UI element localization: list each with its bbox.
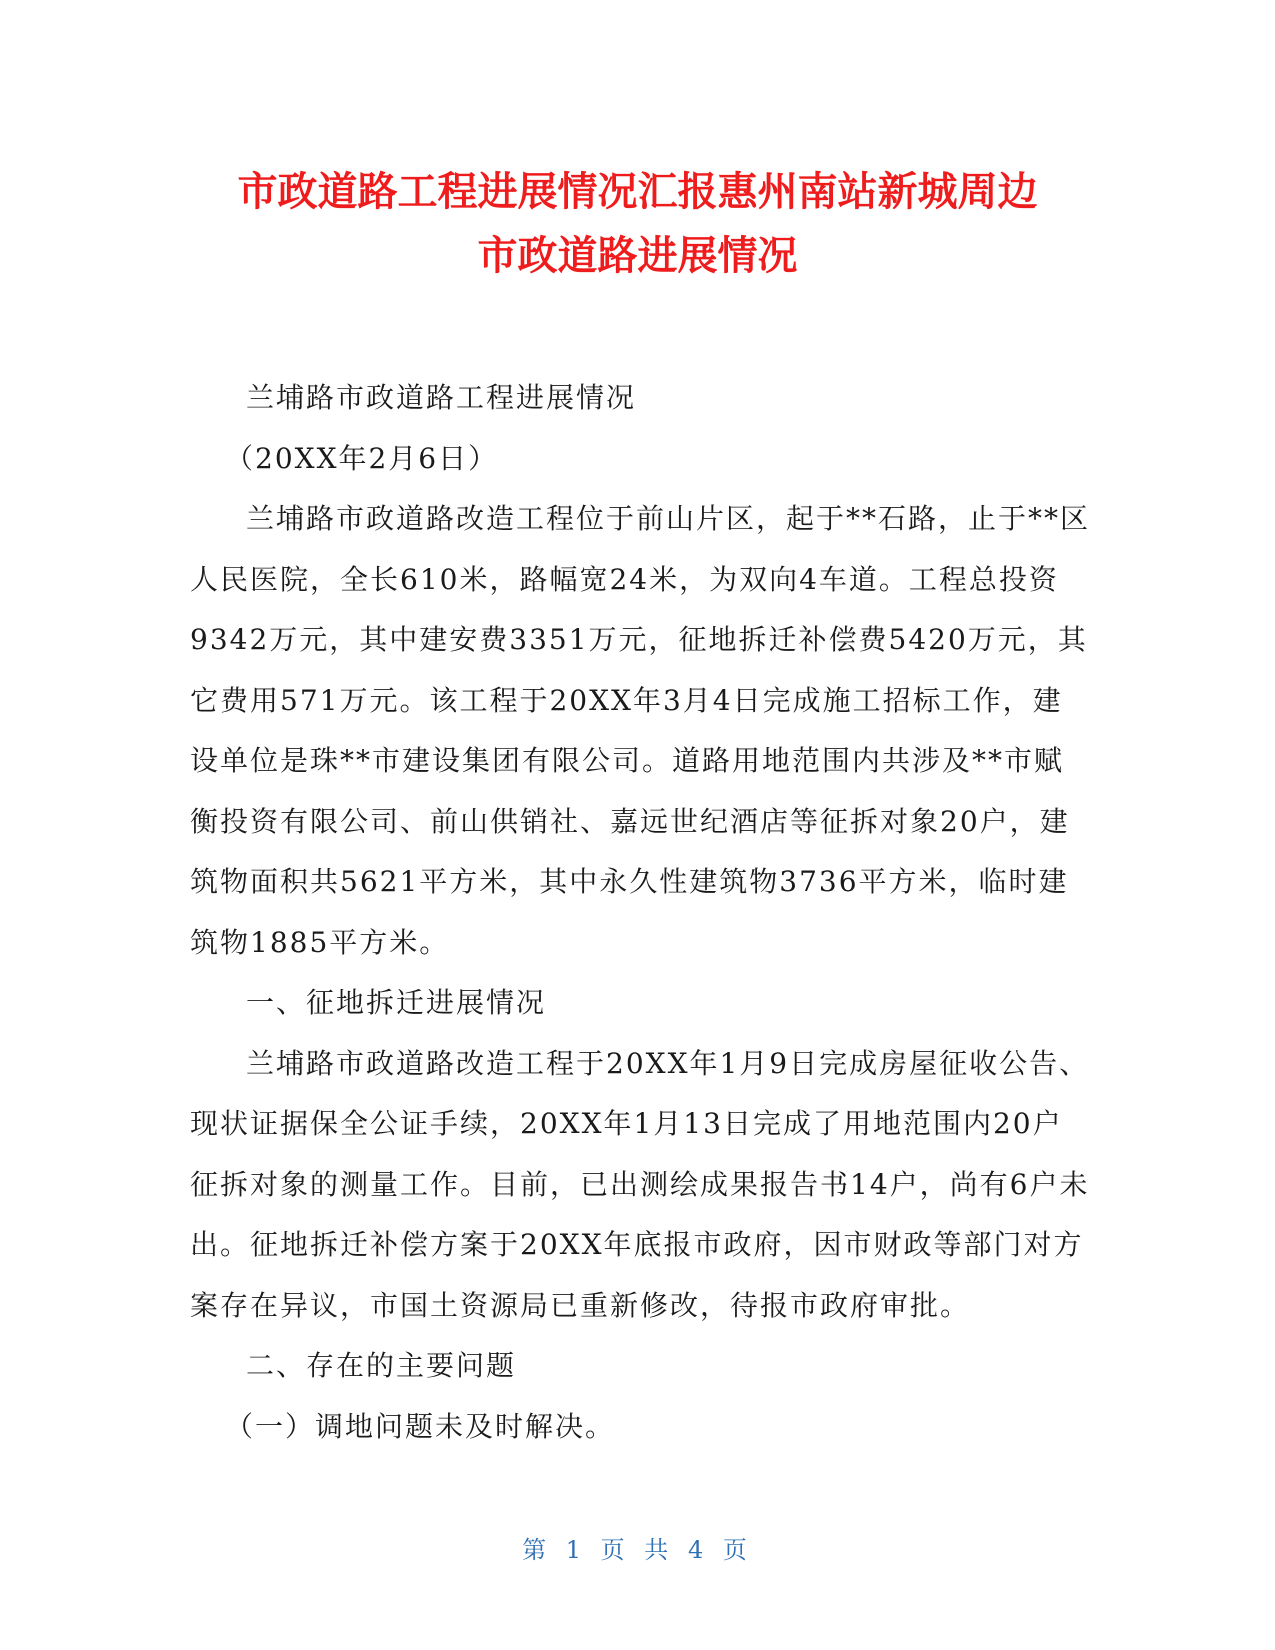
document-body [190,368,1090,1457]
title-line-1: 市政道路工程进展情况汇报惠州南站新城周边 [237,169,1038,215]
progress-paragraph: 兰埔路市政道路改造工程于20XX年1月9日完成房屋征收公告、现状证据保全公证手续，20XX年1月13日完成了用地范围内20户征拆对象的测量工作。目前，已出测绘成果报告书14户，尚有6户未出。征地拆迁补偿方案于20XX年底报市政府，因市财政等部门对方案存在异议，市国土资源局已重新修改，待报市政府审批。 [190,1046,1090,1322]
section-heading-2: 二、存在的主要问题 [246,1349,517,1382]
page-footer: 第 1 页 共 4 页 [522,1536,753,1564]
title-line-2: 市政道路进展情况 [477,233,798,279]
issue-paragraph-1: （一）调地问题未及时解决。 [225,1409,616,1443]
document-title [150,160,1125,288]
section-heading-1: 一、征地拆迁进展情况 [246,986,547,1019]
overview-paragraph: 兰埔路市政道路改造工程位于前山片区，起于**石路，止于**区人民医院，全长610米，路幅宽24米，为双向4车道。工程总投资9342万元，其中建安费3351万元，征地拆迁补偿费5420万元，其它费用571万元。该工程于20XX年3月4日完成施工招标工作，建设单位是珠**市建设集团有限公司。道路用地范围内共涉及**市赋衡投资有限公司、前山供销社、嘉远世纪酒店等征拆对象20户，建筑物面积共5621平方米，其中永久性建筑物3736平方米，临时建筑物1885平方米。 [190,502,1091,959]
date-paragraph: （20XX年2月6日） [225,441,499,475]
subtitle-paragraph: 兰埔路市政道路工程进展情况 [246,381,637,414]
